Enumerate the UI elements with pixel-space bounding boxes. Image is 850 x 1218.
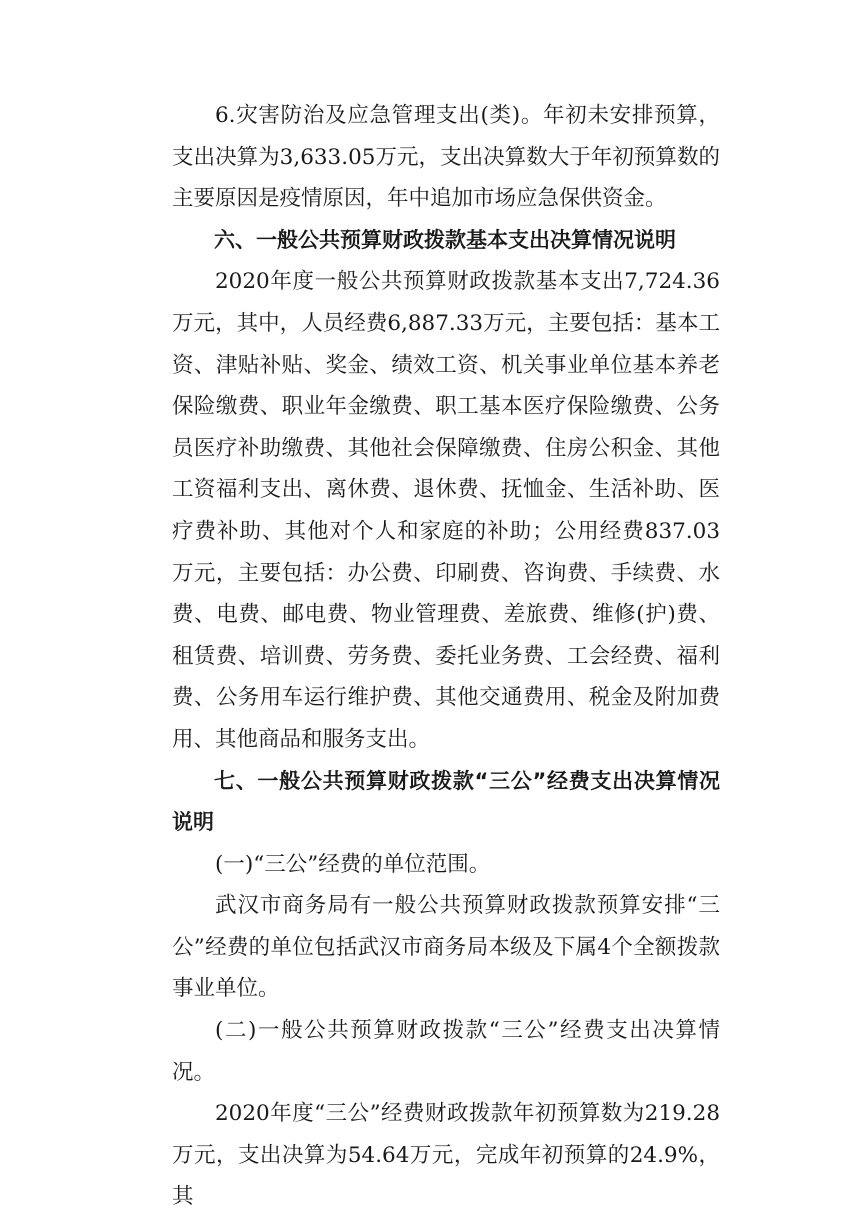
document-body	[172, 95, 720, 1218]
subsection-heading-unit-scope: (一)“三公”经费的单位范围。	[215, 851, 491, 877]
section-heading-three-public-expenses: 七、一般公共预算财政拨款“三公”经费支出决算情况说明	[172, 768, 720, 835]
paragraph-disaster-prevention: 6.灾害防治及应急管理支出(类)。年初未安排预算，支出决算为3,633.05万元，支出决算数大于年初预算数的主要原因是疫情原因，年中追加市场应急保供资金。	[172, 103, 720, 212]
section-heading-basic-expenditure: 六、一般公共预算财政拨款基本支出决算情况说明	[214, 227, 676, 252]
paragraph-unit-scope: 武汉市商务局有一般公共预算财政拨款预算安排“三公”经费的单位包括武汉市商务局本级及下属4个全额拨款事业单位。	[172, 893, 720, 1002]
paragraph-expenditure-status: 2020年度“三公”经费财政拨款年初预算数为219.28万元，支出决算为54.64万元，完成年初预算的24.9%，其	[172, 1101, 720, 1210]
subsection-heading-expenditure-status: (二)一般公共预算财政拨款“三公”经费支出决算情况。	[172, 1018, 720, 1085]
paragraph-basic-expenditure: 2020年度一般公共预算财政拨款基本支出7,724.36万元，其中，人员经费6,887.33万元，主要包括：基本工资、津贴补贴、奖金、绩效工资、机关事业单位基本养老保险缴费、职业年金缴费、职工基本医疗保险缴费、公务员医疗补助缴费、其他社会保障缴费、住房公积金、其他工资福利支出、离休费、退休费、抚恤金、生活补助、医疗费补助、其他对个人和家庭的补助；公用经费837.03万元，主要包括：办公费、印刷费、咨询费、手续费、水费、电费、邮电费、物业管理费、差旅费、维修(护)费、租赁费、培训费、劳务费、委托业务费、工会经费、福利费、公务用车运行维护费、其他交通费用、税金及附加费用、其他商品和服务支出。	[172, 269, 720, 752]
